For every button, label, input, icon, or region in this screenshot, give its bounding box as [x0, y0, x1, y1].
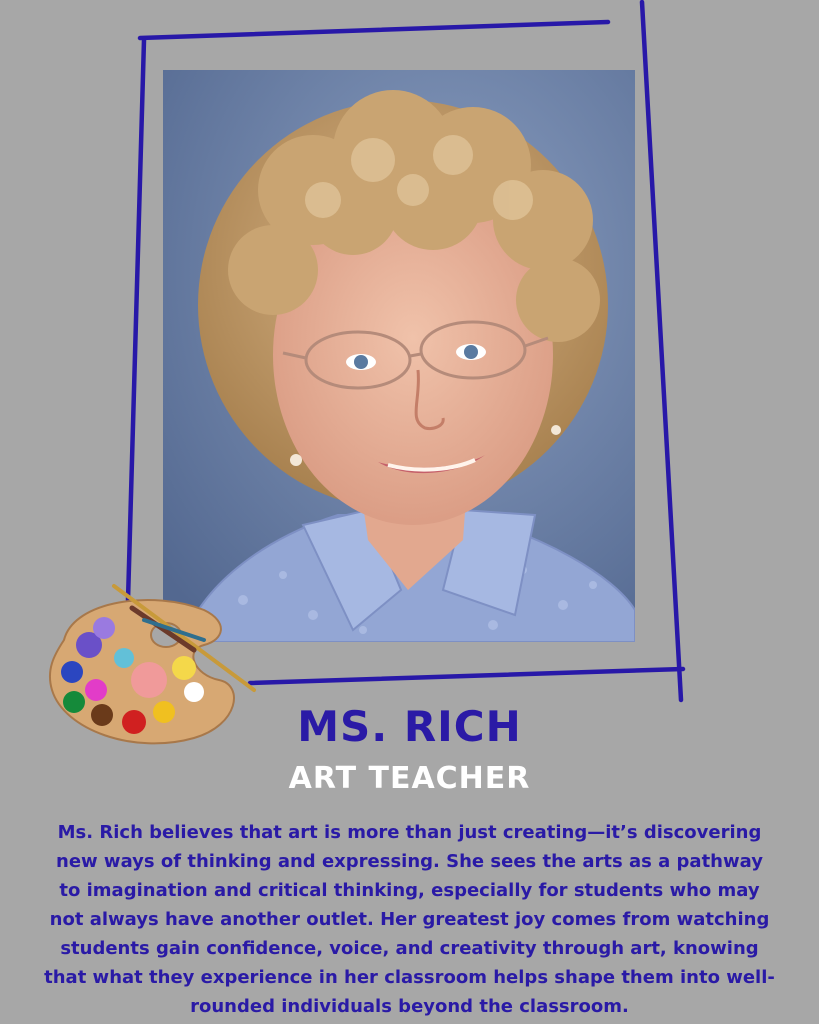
teacher-bio: Ms. Rich believes that art is more than just creating—it’s discovering new ways of thinking and expressing. She sees the arts as a pathway to imagination and critical thinking, especially for students who may not always have another outlet. Her greatest joy comes from watching students gain confidence, voice, and creativity through art, knowing that what they experience in her classroom helps shape them into well-rounded individuals beyond the classroom. — [44, 822, 775, 1017]
teacher-role: ART TEACHER — [288, 761, 531, 796]
teacher-portrait-photo — [163, 70, 635, 642]
portrait-illustration — [163, 70, 635, 642]
teacher-name: MS. RICH — [297, 702, 522, 751]
